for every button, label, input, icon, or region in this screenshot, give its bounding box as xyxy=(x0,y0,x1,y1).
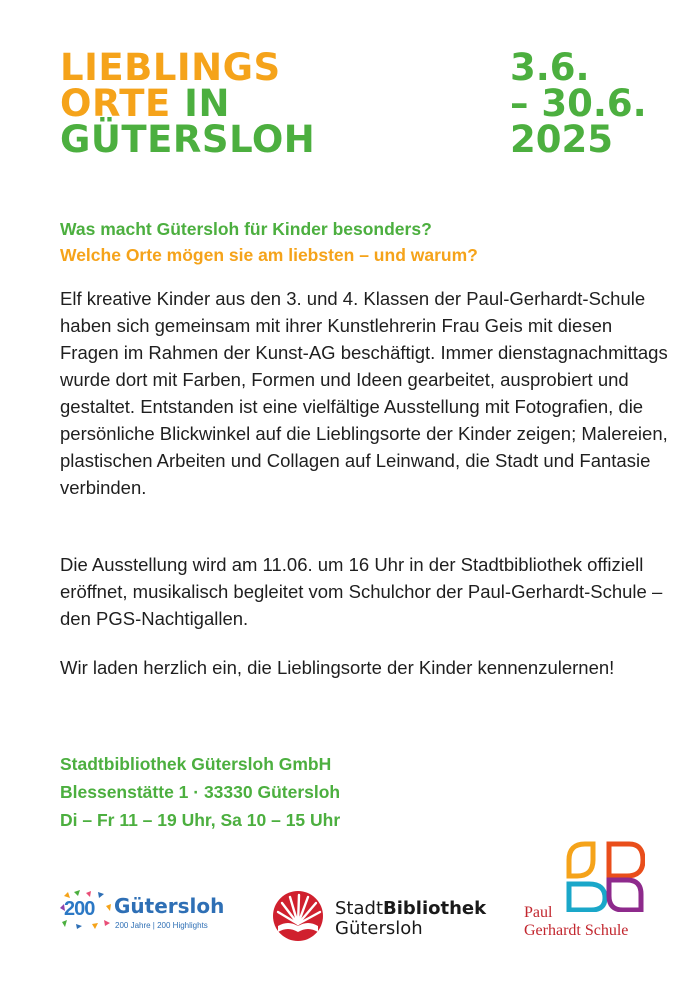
title-word-in: IN xyxy=(170,82,230,125)
question-1: Was macht Gütersloh für Kinder besonders? xyxy=(60,219,432,239)
exhibition-title xyxy=(60,46,316,161)
guetersloh-200-logo xyxy=(58,890,228,940)
guetersloh-tagline: 200 Jahre | 200 Highlights xyxy=(115,921,208,930)
contact-address: Blessenstätte 1 · 33330 Gütersloh xyxy=(60,782,341,802)
paragraph-invitation: Wir laden herzlich ein, die Lieblingsorte der Kinder kennenzulernen! xyxy=(60,657,615,678)
leaf-shapes-icon xyxy=(565,840,645,912)
logo-row xyxy=(0,840,700,960)
stadtbibliothek-line-2: Gütersloh xyxy=(335,918,423,939)
paragraph-opening: Die Ausstellung wird am 11.06. um 16 Uhr in der Stadtbibliothek offiziell eröffnet, musikalisch begleitet vom Schulchor der Paul-Gerhardt-Schule – den PGS-Nachtigallen. xyxy=(60,554,663,629)
stadtbibliothek-word-stadt: Stadt xyxy=(335,898,383,919)
contact-name: Stadtbibliothek Gütersloh GmbH xyxy=(60,754,332,774)
guetersloh-name: Gütersloh xyxy=(114,894,225,918)
title-word-orte: ORTE xyxy=(60,82,171,125)
date-start: 3.6. xyxy=(510,46,590,89)
stadtbibliothek-line-1 xyxy=(335,898,486,919)
paragraph-description: Elf kreative Kinder aus den 3. und 4. Klassen der Paul-Gerhardt-Schule haben sich gemeinsam mit ihrer Kunstlehrerin Frau Geis mit diesen Fragen im Rahmen der Kunst-AG beschäftigt. Immer dienstagnachmittags wurde dort mit Farben, Formen und Ideen gearbeitet, ausprobiert und gestaltet. Entstanden ist eine vielfältige Ausstellung mit Fotografien, die persönliche Blickwinkel auf die Lieblingsorte der Kinder zeigen; Malereien, plastischen Arbeiten und Collagen auf Leinwand, die Stadt und Fantasie verbinden. xyxy=(60,288,668,498)
contact-block xyxy=(60,750,340,834)
stadtbibliothek-logo xyxy=(272,890,492,944)
paul-gerhardt-schule-logo xyxy=(520,840,660,945)
title-line-2 xyxy=(60,82,315,125)
book-sunburst-icon xyxy=(272,890,324,942)
contact-hours: Di – Fr 11 – 19 Uhr, Sa 10 – 15 Uhr xyxy=(60,810,341,830)
title-line-1: LIEBLINGS xyxy=(60,46,281,89)
question-2: Welche Orte mögen sie am liebsten – und warum? xyxy=(60,245,478,265)
guetersloh-200-mark: 200 xyxy=(64,898,95,920)
date-end: – 30.6. xyxy=(510,82,647,125)
title-line-3: GÜTERSLOH xyxy=(60,118,316,161)
stadtbibliothek-word-bibliothek: Bibliothek xyxy=(383,898,487,919)
date-year: 2025 xyxy=(510,118,613,161)
exhibition-dates xyxy=(510,46,647,161)
pgs-line-2: Gerhardt Schule xyxy=(524,922,629,939)
pgs-line-1: Paul xyxy=(524,904,553,921)
